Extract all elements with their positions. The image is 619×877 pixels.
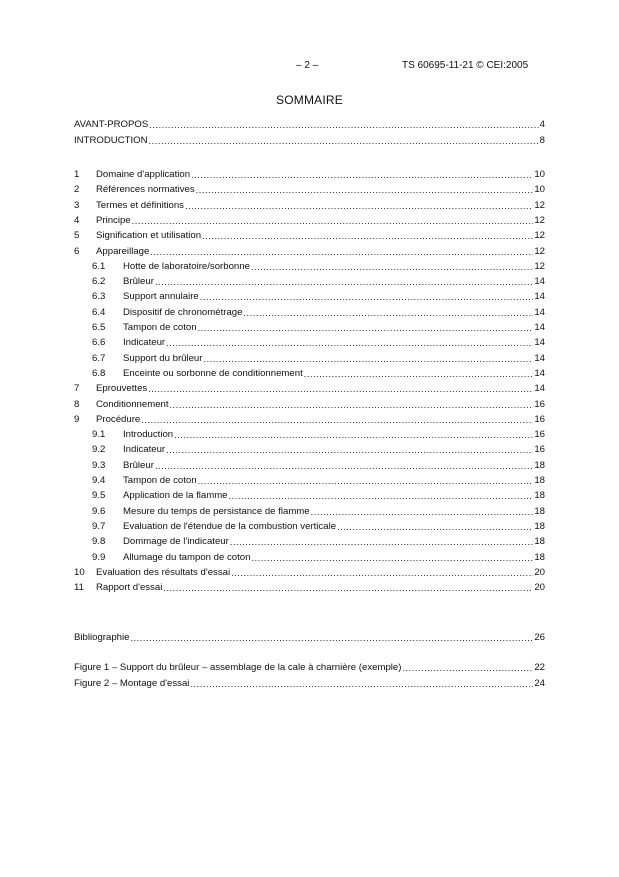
toc-entry-label: Mesure du temps de persistance de flamme [123,505,310,517]
toc-entry-number: 8 [74,398,80,410]
toc-entry-section-9-2[interactable] [74,443,545,456]
dot-leader [149,119,538,131]
toc-entry-number: 4 [74,214,80,226]
dot-leader [141,414,533,426]
toc-entry-label: Evaluation des résultats d'essai [96,566,231,578]
dot-leader [230,536,534,548]
toc-entry-section-9-6[interactable] [74,505,545,518]
toc-entry-section-1[interactable] [74,168,545,181]
dot-leader [190,678,533,690]
toc-entry-number: 9.6 [92,505,106,517]
dot-leader [311,506,534,518]
toc-entry-page: 14 [534,276,545,288]
toc-entry-page: 18 [534,551,545,563]
toc-entry-page: 14 [534,306,545,318]
toc-entry-page: 14 [534,337,545,349]
dot-leader [251,261,533,273]
toc-entry-label: Domaine d'application [96,169,191,180]
toc-entry-section-6-4[interactable] [74,306,545,319]
toc-entry-label: Procédure [96,413,141,425]
toc-entry-label: Appareillage [96,245,150,257]
toc-entry-label: Indicateur [123,444,166,456]
toc-entry-number: 9.5 [92,490,106,502]
toc-entry-page: 14 [534,367,545,379]
toc-entry-page: 18 [534,505,545,517]
toc-entry-label: Brûleur [123,459,154,471]
toc-entry-page: 18 [534,536,545,548]
toc-entry-number: 6.1 [92,260,106,272]
toc-entry-label: Conditionnement [96,398,169,410]
toc-entry-page: 4 [539,119,545,130]
toc-entry-section-9-3[interactable] [74,459,545,472]
toc-entry-introduction[interactable] [74,134,545,147]
toc-entry-number: 6.4 [92,306,106,318]
toc-entry-section-6-8[interactable] [74,367,545,380]
toc-entry-section-11[interactable] [74,581,545,594]
dot-leader [337,521,533,533]
toc-entry-page: 20 [534,582,545,594]
dot-leader [170,399,534,411]
dot-leader [174,429,533,441]
dot-leader [200,291,534,303]
dot-leader [132,215,534,227]
toc-entry-page: 8 [539,135,545,146]
toc-entry-section-4[interactable] [74,214,545,227]
toc-entry-section-5[interactable] [74,229,545,242]
toc-entry-label: Figure 2 – Montage d'essai [74,678,190,689]
toc-entry-number: 5 [74,230,80,242]
toc-entry-label: Application de la flamme [123,490,228,502]
toc-entry-page: 22 [534,662,545,673]
toc-entry-number: 9.2 [92,444,106,456]
toc-entry-label: Eprouvettes [96,383,148,395]
toc-entry-label: Hotte de laboratoire/sorbonne [123,260,250,272]
toc-entry-label: Dispositif de chronométrage [123,306,243,318]
toc-entry-number: 9.3 [92,459,106,471]
toc-entry-number: 6.2 [92,276,106,288]
toc-entry-label: Rapport d'essai [96,582,163,594]
toc-entry-number: 2 [74,184,80,196]
toc-entry-number: 11 [74,582,84,594]
dot-leader [150,246,533,258]
toc-entry-number: 6.3 [92,291,106,303]
toc-entry-number: 9.9 [92,551,106,563]
toc-entry-section-6-3[interactable] [74,290,545,303]
dot-leader [402,662,533,674]
toc-entry-page: 10 [534,169,545,180]
toc-entry-page: 16 [534,444,545,456]
dot-leader [231,567,533,579]
toc-entry-number: 6.6 [92,337,106,349]
toc-entry-page: 14 [534,322,545,333]
dot-leader [196,184,534,196]
toc-entry-section-9-4[interactable] [74,474,545,487]
toc-entry-page: 18 [534,475,545,486]
toc-entry-page: 14 [534,352,545,364]
toc-entry-page: 16 [534,429,545,441]
dot-leader [149,135,539,147]
toc-entry-label: Termes et définitions [96,199,184,211]
toc-entry-label: Références normatives [96,184,195,196]
toc-entry-page: 18 [534,520,545,532]
toc-entry-page: 20 [534,566,545,578]
toc-entry-section-9-7[interactable] [74,520,545,533]
dot-leader [163,582,533,594]
toc-entry-page: 12 [534,260,545,272]
toc-entry-number: 6.5 [92,322,106,333]
toc-entry-section-6-2[interactable] [74,275,545,288]
toc-entry-section-6[interactable] [74,245,545,258]
dot-leader [148,383,533,395]
toc-entry-section-3[interactable] [74,199,545,212]
dot-leader [155,460,533,472]
toc-entry-figure-2[interactable] [74,677,545,690]
toc-entry-section-9-8[interactable] [74,535,545,548]
toc-entry-section-9-9[interactable] [74,551,545,564]
dot-leader [185,200,533,212]
toc-entry-section-8[interactable] [74,398,545,411]
toc-entry-section-6-7[interactable] [74,352,545,365]
page-number: – 2 – [296,60,319,71]
toc-entry-page: 14 [534,291,545,303]
toc-entry-bibliography[interactable] [74,631,545,644]
toc-entry-number: 9.4 [92,475,106,486]
dot-leader [130,632,533,644]
toc-entry-page: 14 [534,383,545,395]
dot-leader [229,490,534,502]
toc-entry-label: Tampon de coton [123,322,197,333]
dot-leader [203,353,533,365]
toc-entry-page: 12 [534,230,545,242]
toc-entry-number: 9 [74,413,80,425]
toc-entry-label: Bibliographie [74,632,130,643]
dot-leader [251,552,533,564]
toc-entry-label: AVANT-PROPOS [74,119,149,130]
toc-entry-page: 12 [534,199,545,211]
toc-entry-number: 9.7 [92,520,106,532]
toc-entry-foreword[interactable] [74,118,545,131]
toc-entry-section-6-6[interactable] [74,336,545,349]
toc-entry-number: 7 [74,383,80,395]
toc-entry-page: 18 [534,459,545,471]
toc-entry-label: Enceinte ou sorbonne de conditionnement [123,367,303,379]
toc-entry-label: Dommage de l'indicateur [123,536,229,548]
document-reference: TS 60695-11-21 © CEI:2005 [402,60,529,71]
toc-entry-number: 1 [74,169,80,180]
toc-entry-page: 24 [534,678,545,689]
toc-entry-section-6-5[interactable] [74,321,545,334]
toc-entry-number: 6.8 [92,367,106,379]
toc-entry-page: 16 [534,413,545,425]
dot-leader [198,322,534,334]
toc-entry-number: 9.8 [92,536,106,548]
toc-entry-page: 16 [534,398,545,410]
toc-entry-label: Introduction [123,429,174,441]
page-title: SOMMAIRE [276,93,343,107]
toc-entry-number: 9.1 [92,429,106,441]
toc-entry-page: 26 [534,632,545,643]
toc-entry-section-9-1[interactable] [74,428,545,441]
toc-entry-section-6-1[interactable] [74,260,545,273]
toc-entry-label: Brûleur [123,276,154,288]
dot-leader [202,230,533,242]
toc-entry-label: Indicateur [123,337,166,349]
dot-leader [166,444,533,456]
toc-entry-figure-1[interactable] [74,661,545,674]
toc-entry-section-2[interactable] [74,183,545,196]
toc-entry-label: Figure 1 – Support du brûleur – assemblage de la cale à charnière (exemple) [74,662,402,673]
toc-entry-number: 3 [74,199,80,211]
toc-entry-section-7[interactable] [74,382,545,395]
toc-entry-label: Signification et utilisation [96,230,202,242]
toc-entry-label: Principe [96,214,131,226]
toc-entry-page: 12 [534,245,545,257]
toc-entry-number: 6 [74,245,80,257]
toc-entry-number: 6.7 [92,352,106,364]
dot-leader [155,276,533,288]
toc-entry-label: Allumage du tampon de coton [123,551,251,563]
toc-entry-page: 18 [534,490,545,502]
toc-entry-page: 10 [534,184,545,196]
toc-entry-label: INTRODUCTION [74,135,148,146]
dot-leader [166,337,533,349]
dot-leader [198,475,534,487]
toc-entry-section-9-5[interactable] [74,489,545,502]
toc-entry-label: Evaluation de l'étendue de la combustion verticale [123,520,337,532]
toc-entry-page: 12 [534,214,545,226]
dot-leader [191,169,533,181]
toc-entry-section-9[interactable] [74,413,545,426]
toc-entry-section-10[interactable] [74,566,545,579]
dot-leader [243,307,533,319]
toc-entry-label: Support annulaire [123,291,199,303]
toc-entry-label: Tampon de coton [123,475,197,486]
toc-entry-label: Support du brûleur [123,352,203,364]
toc-entry-number: 10 [74,566,85,578]
dot-leader [304,368,534,380]
